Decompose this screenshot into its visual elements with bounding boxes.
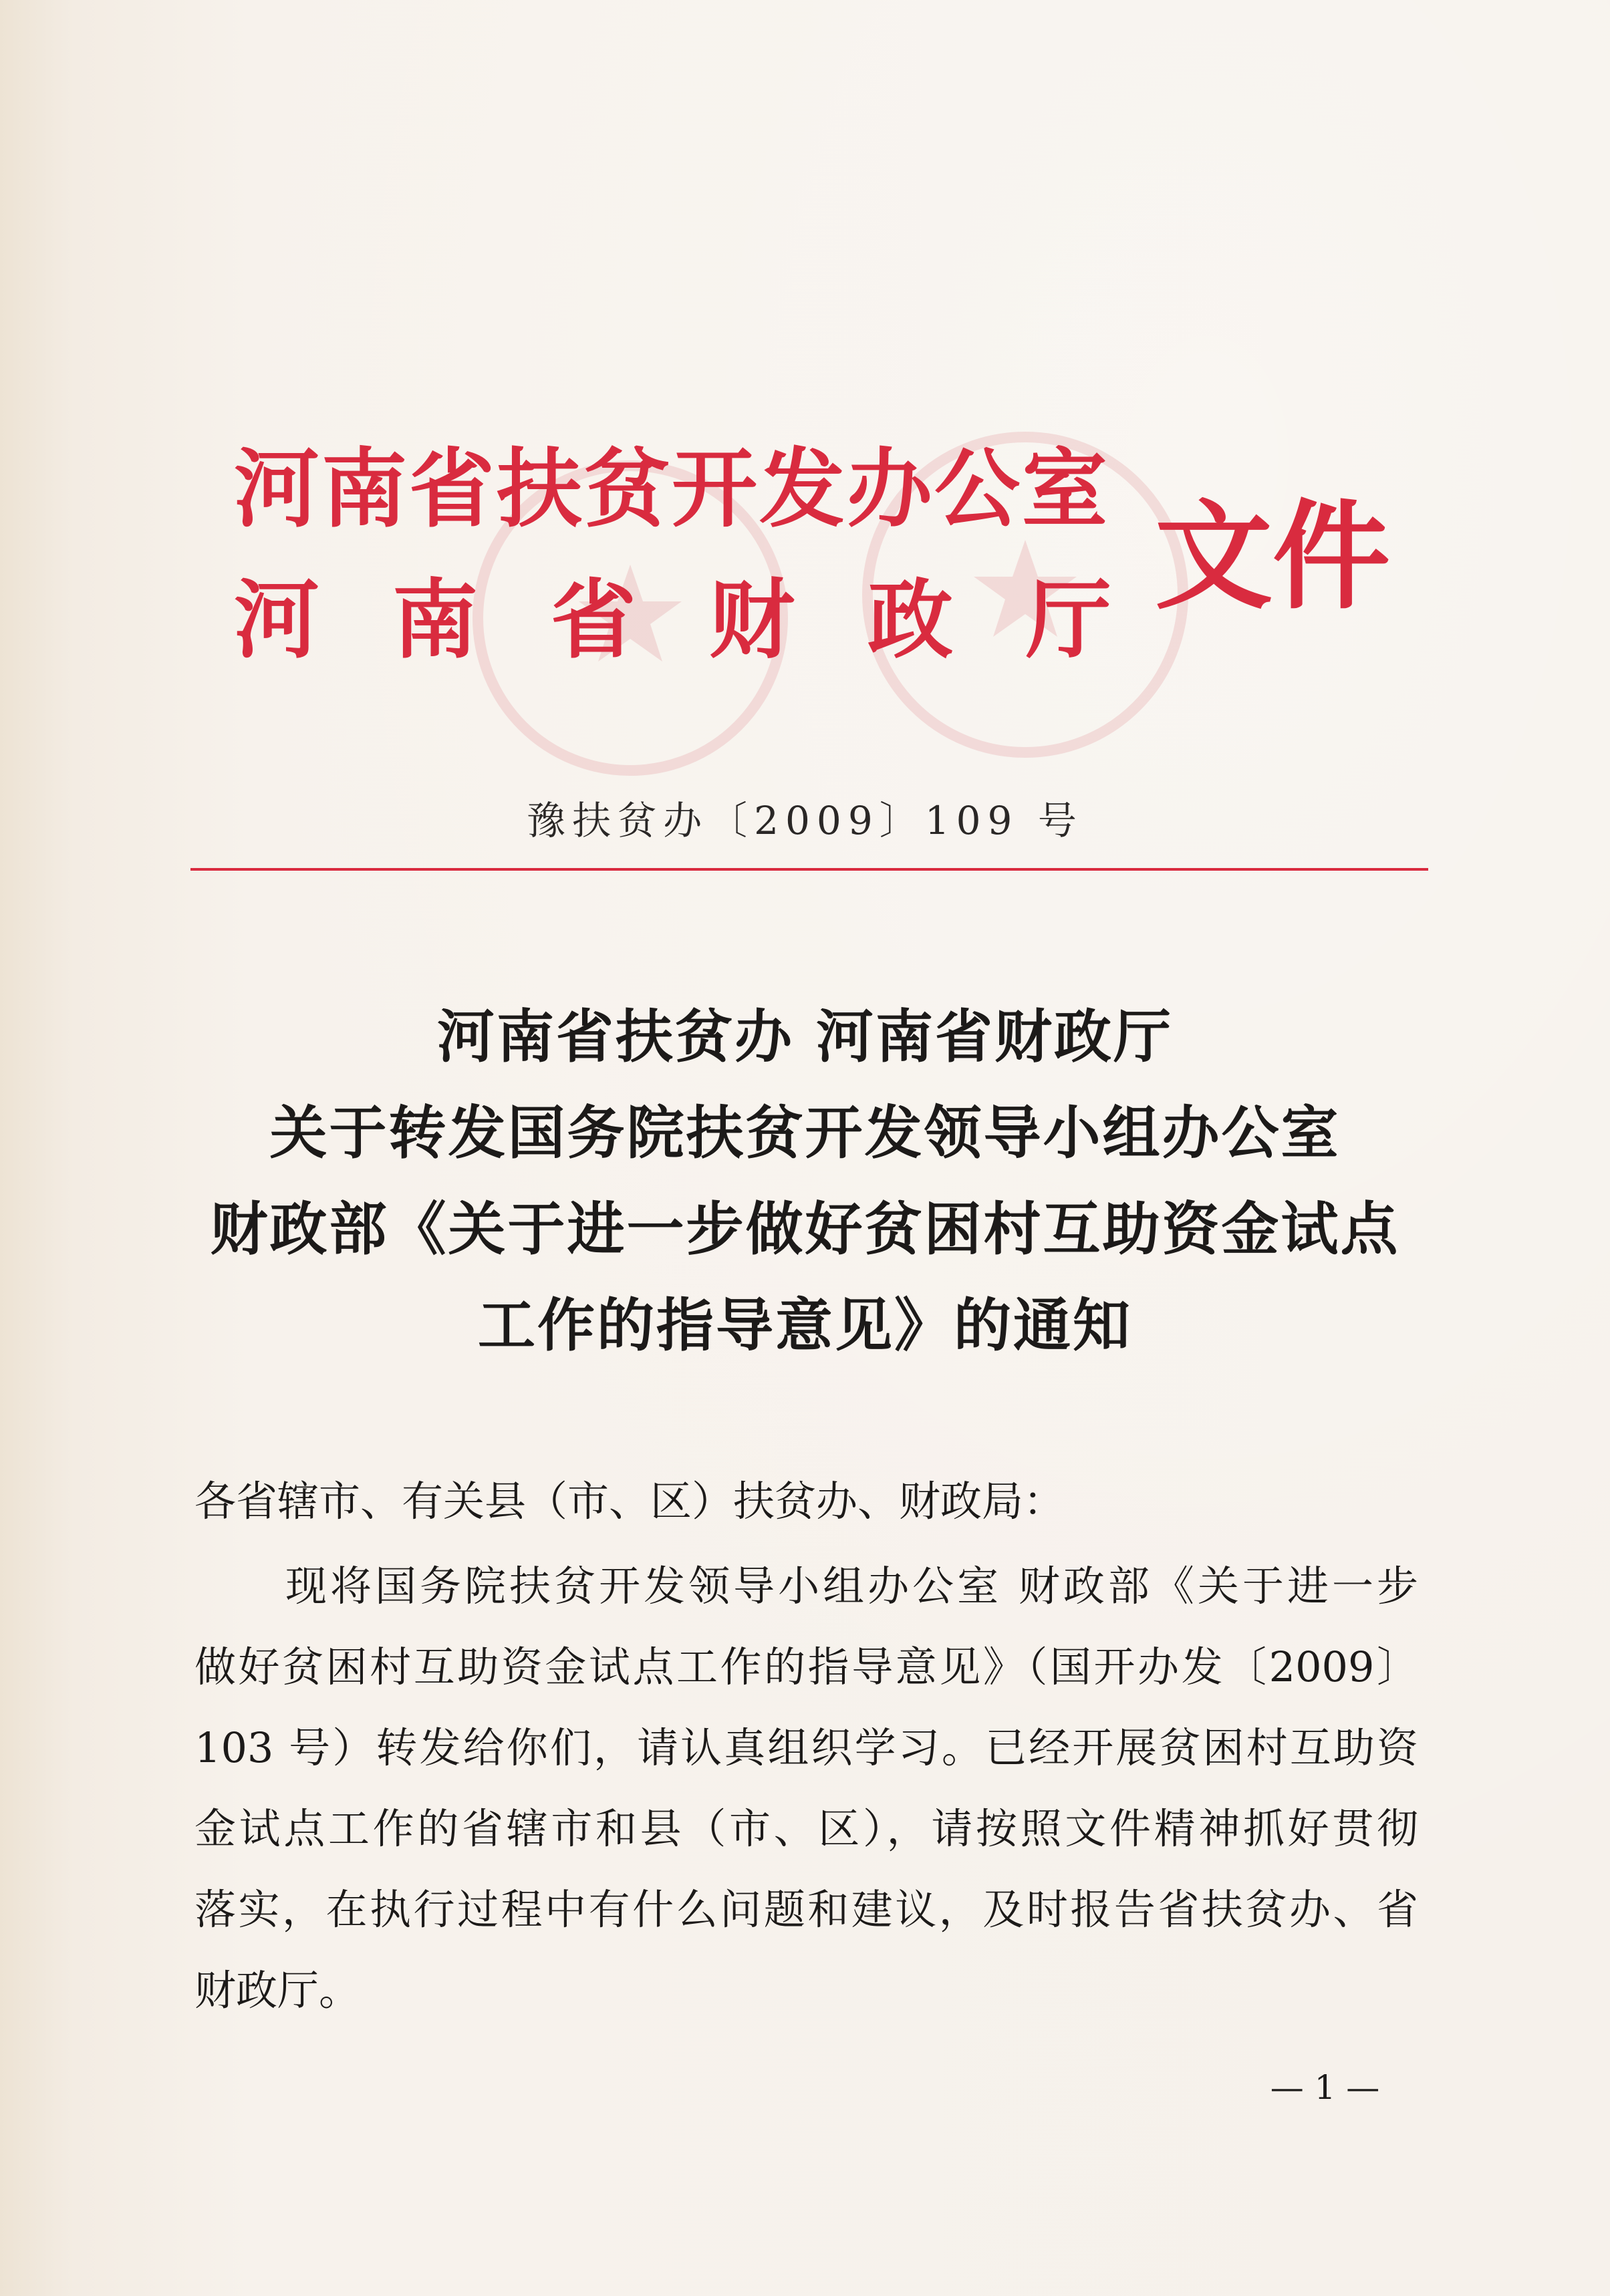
issuer-name-poverty-office: 河南省扶贫开发办公室 bbox=[234, 439, 1110, 539]
body-line: 财政厅。 bbox=[194, 1966, 361, 2015]
title-line: 工作的指导意见》的通知 bbox=[478, 1292, 1132, 1359]
document-title bbox=[0, 989, 1610, 1374]
red-divider-line bbox=[190, 868, 1428, 871]
title-line: 河南省扶贫办 河南省财政厅 bbox=[437, 1003, 1173, 1070]
salutation: 各省辖市、有关县（市、区）扶贫办、财政局： bbox=[194, 1477, 1065, 1526]
body-line: 落实，在执行过程中有什么问题和建议，及时报告省扶贫办、省 bbox=[194, 1885, 1418, 1934]
body-line: 现将国务院扶贫开发领导小组办公室 财政部《关于进一步 bbox=[285, 1562, 1418, 1610]
body-line: 做好贫困村互助资金试点工作的指导意见》（国开办发〔2009〕 bbox=[194, 1642, 1418, 1691]
body-paragraph bbox=[194, 1546, 1418, 2031]
body-line: 103 号）转发给你们，请认真组织学习。已经开展贫困村互助资 bbox=[194, 1723, 1418, 1772]
issuer-name-finance-department: 河南省财政厅 bbox=[234, 570, 1185, 670]
body-line: 金试点工作的省辖市和县（市、区），请按照文件精神抓好贯彻 bbox=[194, 1804, 1418, 1853]
title-line: 财政部《关于进一步做好贫困村互助资金试点 bbox=[210, 1195, 1400, 1263]
document-type-label: 文件 bbox=[1155, 487, 1391, 625]
page-number: — 1 — bbox=[1270, 2068, 1380, 2107]
bleed-through-seals bbox=[0, 0, 1610, 869]
title-line: 关于转发国务院扶贫开发领导小组办公室 bbox=[269, 1099, 1341, 1167]
document-number: 豫扶贫办〔2009〕109 号 bbox=[527, 798, 1083, 843]
